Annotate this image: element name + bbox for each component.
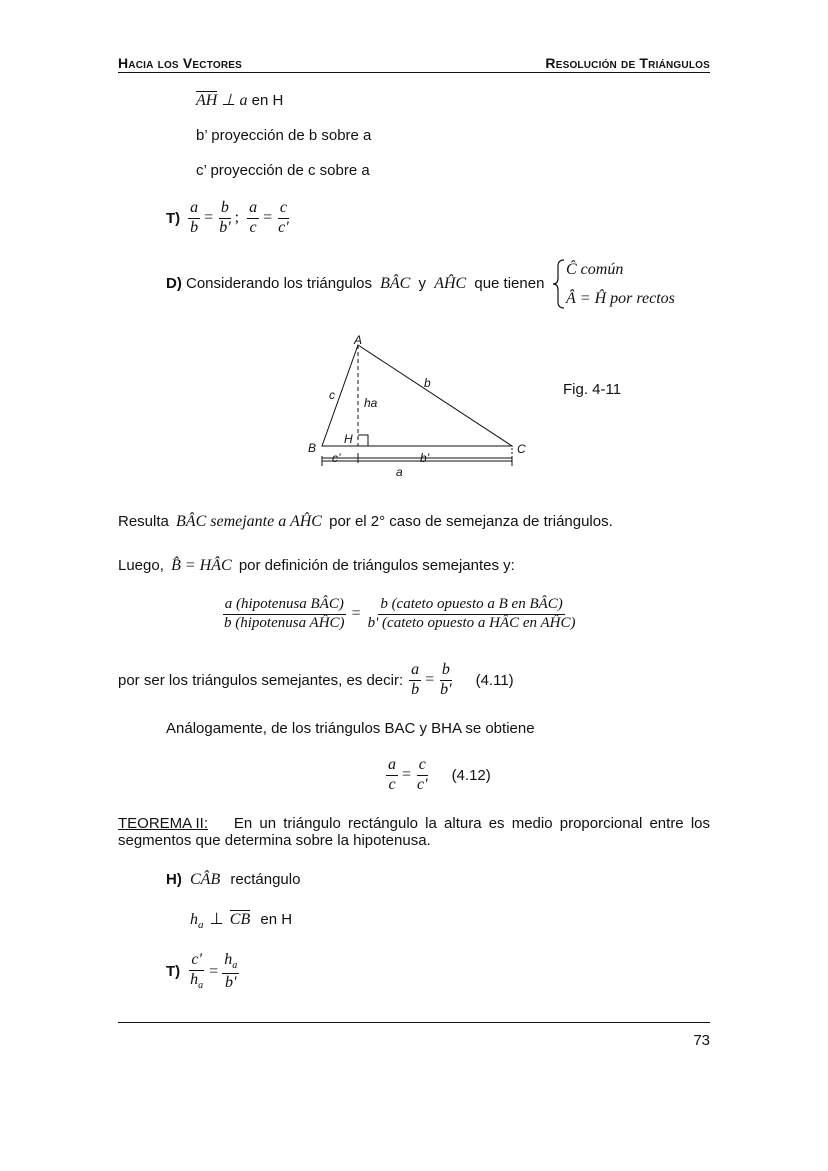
ah-segment: AH: [196, 92, 218, 109]
equation-412-line: $\frac{a}{c}$ = $\frac{c}{c'}$ (4.12): [388, 756, 491, 793]
height-perp-line: [190, 909, 292, 931]
frac-a-b-411: $\frac{a}{b}$: [411, 661, 420, 698]
equation-411-line: por ser los triángulos semejantes, es decir: $\frac{a}{b}$ = $\frac{b}{b'}$ (4.11): [118, 661, 514, 698]
frac-a-c-412: $\frac{a}{c}$: [388, 756, 396, 793]
cb-en-h: en H: [260, 911, 293, 928]
luego-line: [118, 557, 515, 575]
header-right-text: Resolución de Triángulos: [545, 55, 710, 71]
hypothesis-label: H): [166, 871, 182, 888]
label-c-prime: c’: [332, 451, 341, 465]
analogous-line: Análogamente, de los triángulos BAC y BHA se obtiene: [166, 720, 535, 737]
thesis-line: T) $\frac{a}{b}$ = $\frac{b}{b'}$ ; $\frac{a}{c}$ = $\frac{c}{c'}$: [166, 199, 289, 236]
demo-tienen: que tienen: [474, 275, 545, 292]
frac-c-cprime: $\frac{c}{c'}$: [278, 199, 289, 236]
perp-symbol: ⊥: [209, 911, 224, 928]
figure-caption: Fig. 4-11: [563, 381, 622, 398]
thesis-label: T): [166, 209, 181, 227]
luego-pre: Luego,: [118, 557, 164, 574]
eq412-label: (4.12): [451, 766, 491, 784]
ha-subscript: a: [198, 919, 204, 931]
hypothesis-triangle: CÂB: [190, 871, 221, 888]
demo-text: Considerando los triángulos: [186, 275, 372, 292]
theorem-title: TEOREMA II:: [118, 815, 209, 832]
right-angle-mark: [358, 435, 368, 446]
ratio-right-den: b' (cateto opuesto a HÂC en AĤC): [367, 614, 576, 631]
label-side-b: b: [424, 376, 431, 390]
label-h-foot: H: [344, 432, 353, 446]
triangle-figure: [300, 335, 530, 480]
resulta-line: [118, 513, 613, 531]
frac-c-cprime-412: $\frac{c}{c'}$: [417, 756, 428, 793]
label-b-prime: b’: [420, 451, 430, 465]
demo-tri2: AĤC: [434, 275, 467, 292]
theorem-text-1: En un triángulo rectángulo la altura es medio proporcional entre los: [233, 815, 710, 832]
page-number: 73: [693, 1032, 710, 1049]
ratio-left-den: b (hipotenusa AĤC): [224, 614, 345, 631]
theorem-line-2: segmentos que determina sobre la hipotenusa.: [118, 832, 431, 849]
label-c-vertex: C: [517, 442, 526, 456]
frac-ha-bprime: $\frac{h_a}{b'}$: [224, 951, 238, 991]
cprime-definition: c’ proyección de c sobre a: [196, 162, 370, 179]
resulta-post: por el 2° caso de semejanza de triángulos.: [329, 513, 613, 530]
ratio-right-num: b (cateto opuesto a B en BÂC): [378, 597, 564, 615]
ah-en-h: en H: [251, 92, 284, 109]
brace-right-angles: Â = Ĥ por rectos: [566, 290, 675, 307]
header-right: [545, 55, 710, 71]
curly-brace: [552, 258, 566, 310]
frac-b-bprime-411: $\frac{b}{b'}$: [440, 661, 452, 698]
frac-a-b: $\frac{a}{b}$: [190, 199, 199, 236]
resulta-math: BÂC semejante a AĤC: [176, 513, 322, 530]
frac-cprime-ha: $\frac{c'}{h_a}$: [190, 951, 204, 991]
eq411-pre: por ser los triángulos semejantes, es decir:: [118, 671, 404, 689]
luego-post: por definición de triángulos semejantes y:: [238, 557, 515, 574]
theorem-line-1: [118, 815, 710, 832]
resulta-pre: Resulta: [118, 513, 169, 530]
header-rule: [118, 72, 710, 73]
eq411-label: (4.11): [475, 671, 514, 689]
perp-a: ⊥ a: [221, 92, 248, 109]
thesis-2-label: T): [166, 963, 181, 981]
demo-label: D): [166, 275, 182, 292]
label-side-c: c: [329, 388, 335, 402]
triangle-abc: [322, 345, 512, 446]
cb-segment: CB: [229, 911, 251, 928]
ah-perp-line: [196, 90, 283, 110]
ha-symbol: h: [190, 911, 198, 928]
frac-a-c: $\frac{a}{c}$: [249, 199, 258, 236]
label-a-vertex: A: [354, 335, 363, 347]
ratio-left-num: a (hipotenusa BÂC): [223, 597, 346, 615]
label-b-vertex: B: [308, 441, 317, 455]
header-left: [118, 55, 242, 71]
brace-common-angle: Ĉ común: [566, 261, 624, 278]
frac-b-bprime: $\frac{b}{b'}$: [219, 199, 231, 236]
luego-math: B̂ = HÂC: [171, 557, 232, 574]
footer-rule: [118, 1022, 710, 1023]
hypothesis-rect: rectángulo: [230, 871, 301, 888]
hypothesis-line: [166, 871, 300, 889]
demo-tri1: BÂC: [380, 275, 411, 292]
ratio-right: [366, 597, 578, 632]
demonstration-line: [166, 275, 544, 293]
label-height-ha: ha: [364, 396, 378, 410]
demo-y: y: [418, 275, 427, 292]
header-left-text: Hacia los Vectores: [118, 55, 242, 71]
label-a-base: a: [396, 465, 403, 479]
similar-ratio-equation: $\frac{\text{a (hipotenusa BÂC)}}{\text{b (hipotenusa AĤC)}}$ = $\frac{\text{b (cateto opuesto a B en BÂC)}}{\text{b' (cateto opuesto a HÂC en AĤC)}}$: [224, 596, 576, 631]
ratio-left: [222, 597, 347, 632]
thesis-2-line: T) $\frac{c'}{h_a}$ = $\frac{h_a}{b'}$: [166, 951, 238, 991]
bprime-definition: b’ proyección de b sobre a: [196, 127, 372, 144]
